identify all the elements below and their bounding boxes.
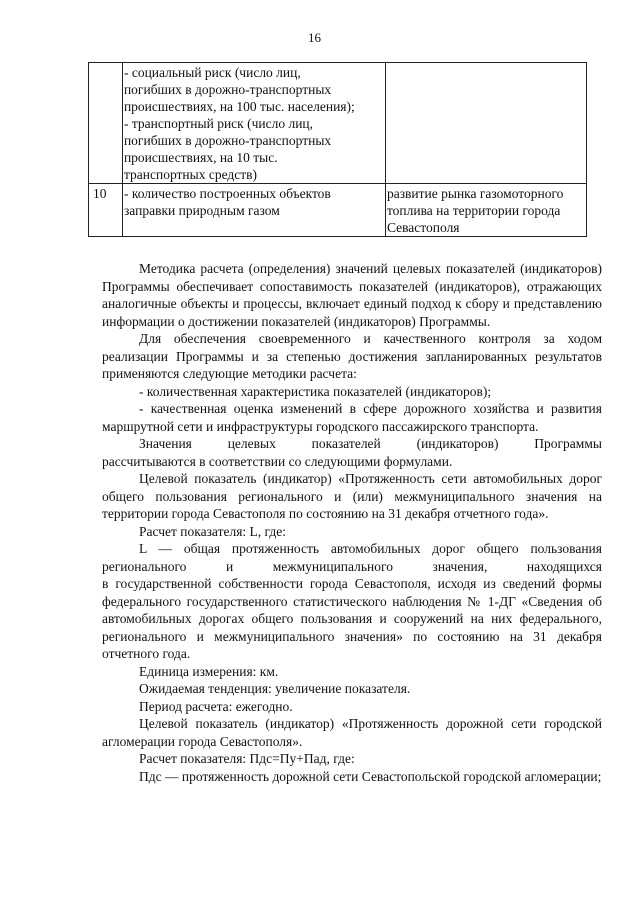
goal-cell	[385, 184, 586, 237]
word: Значения	[139, 436, 192, 451]
indicator-cell	[122, 63, 385, 184]
paragraph: Расчет показателя: Пдс=Пу+Пад, где:	[139, 751, 355, 766]
paragraph: Единица измерения: км.	[139, 663, 279, 679]
word: показателей	[311, 436, 381, 451]
word: (индикаторов)	[416, 436, 499, 451]
word: находящихся	[526, 558, 602, 574]
paragraph: Методика расчета (определения) значений целевых показателей (индикаторов) Программы обеспечивает сопоставимость показателей (индикаторов), отражающих аналогичные объекты и процессы, включает единый подход к сбору и представлению информации о достижении показателей (индикаторов) Программы.	[102, 261, 602, 329]
document-body	[102, 260, 602, 785]
paragraph: Целевой показатель (индикатор) «Протяженность дорожной сети городской агломерации города Севастополя».	[102, 716, 602, 749]
row-number-cell: 10	[89, 184, 123, 237]
page-number: 16	[308, 30, 321, 45]
word: целевых	[227, 436, 276, 451]
paragraph-line-spread	[102, 558, 602, 576]
cell-line: транспортных средств)	[123, 167, 258, 182]
table-row	[89, 63, 587, 184]
indicator-cell	[122, 184, 385, 237]
list-item: - качественная оценка изменений в сфере дорожного хозяйства и развития маршрутной сети и инфраструктуры городского пассажирского транспорта.	[102, 401, 602, 434]
paragraph: L — общая протяженность автомобильных дорог общего пользования	[139, 541, 602, 556]
cell-line: - транспортный риск (число лиц,	[123, 116, 314, 131]
word: и	[225, 558, 234, 574]
cell-line: топлива на территории города	[386, 203, 561, 218]
word: межмуниципального	[272, 558, 393, 574]
goal-cell	[385, 63, 586, 184]
cell-line: погибших в дорожно-транспортных	[123, 133, 332, 148]
word: значения,	[432, 558, 488, 574]
indicator-table	[88, 62, 587, 237]
word: регионального	[102, 558, 187, 574]
table-row	[89, 184, 587, 237]
paragraph: в государственной собственности города Севастополя, исходя из сведений формы федерального государственного статистического наблюдения № 1-ДГ «Сведения об автомобильных дорогах общего пользования и сооружений на них федерального, регионального и межмуниципального значения» по состоянию на 31 декабря отчетного года.	[102, 576, 602, 661]
cell-line: погибших в дорожно-транспортных	[123, 82, 332, 97]
cell-line: Севастополя	[386, 220, 460, 235]
cell-line: происшествиях, на 10 тыс.	[123, 150, 278, 165]
cell-line: - количество построенных объектов	[123, 186, 331, 201]
paragraph: рассчитываются в соответствии со следующими формулами.	[102, 453, 453, 469]
cell-line: происшествиях, на 100 тыс. населения);	[123, 99, 355, 114]
paragraph: Период расчета: ежегодно.	[139, 698, 293, 714]
list-item: - количественная характеристика показателей (индикаторов);	[139, 383, 492, 399]
paragraph: Целевой показатель (индикатор) «Протяженность сети автомобильных дорог общего пользования регионального и (или) межмуниципального значения на территории города Севастополя по состоянию на 31 декабря отчетного года».	[102, 471, 602, 521]
paragraph: Для обеспечения своевременного и качественного контроля за ходом реализации Программы и за степенью достижения запланированных результатов применяются следующие методики расчета:	[102, 331, 602, 381]
cell-line: - социальный риск (число лиц,	[123, 65, 301, 80]
paragraph: Расчет показателя: L, где:	[139, 523, 287, 539]
row-number-cell	[89, 63, 123, 184]
cell-line: развитие рынка газомоторного	[386, 186, 564, 201]
paragraph-line-spread	[102, 435, 602, 453]
cell-line: заправки природным газом	[123, 203, 280, 218]
word: Программы	[534, 436, 602, 451]
paragraph: Пдс — протяженность дорожной сети Севастопольской городской агломерации;	[139, 768, 602, 784]
paragraph: Ожидаемая тенденция: увеличение показателя.	[139, 681, 411, 696]
